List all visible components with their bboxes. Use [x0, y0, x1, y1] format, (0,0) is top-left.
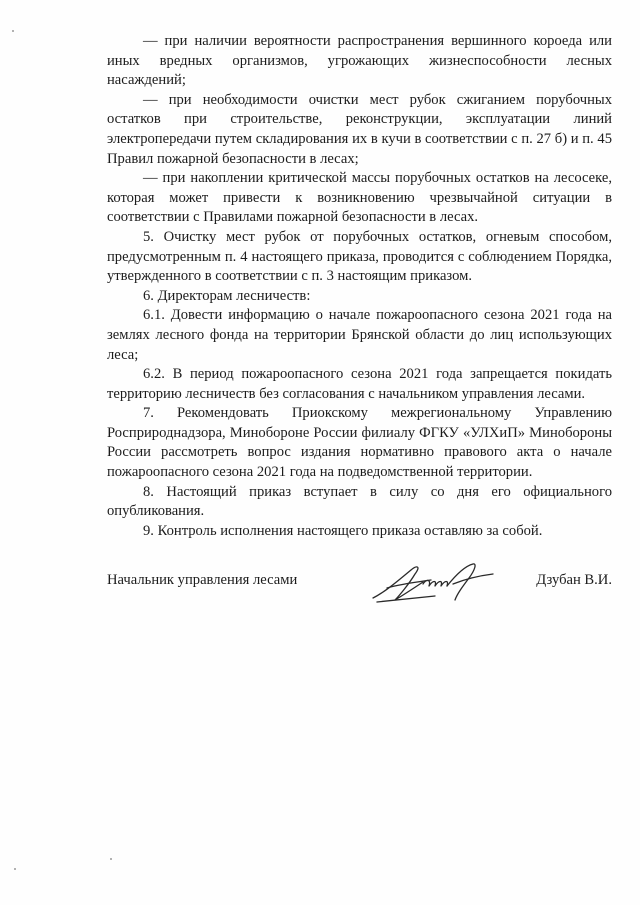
- paragraph-item-6-1: 6.1. Довести информацию о начале пожароопасного сезона 2021 года на землях лесного фонда на территории Брянской области до лиц использующих леса;: [107, 307, 612, 363]
- paragraph-bark-beetle: — при наличии вероятности распространения вершинного короеда или иных вредных организмов, угрожающих жизнеспособности лесных насаждений;: [107, 33, 612, 89]
- paragraph-critical-mass: — при накоплении критической массы порубочных остатков на лесосеке, которая может привести к возникновению чрезвычайной ситуации в соответствии с Правилами пожарной безопасности в лесах.: [107, 170, 612, 226]
- scan-speck: [12, 30, 14, 32]
- paragraph-item-6: 6. Директорам лесничеств:: [143, 287, 311, 304]
- paragraph-item-5: 5. Очистку мест рубок от порубочных остатков, огневым способом, предусмотренным п. 4 настоящего приказа, проводится с соблюдением Порядка, утвержденного в соответствии с п. 3 настоящим приказом.: [107, 228, 612, 285]
- paragraph-power-lines: — при необходимости очистки мест рубок сжиганием порубочных остатков при строительстве, реконструкции, эксплуатации линий электропередачи путем складирования их в кучи в соответствии с п. 27 б) и п. 45 Правил пожарной безопасности в лесах;: [107, 91, 612, 167]
- paragraph-item-8: 8. Настоящий приказ вступает в силу со дня его официального опубликования.: [107, 483, 612, 520]
- scan-speck: [14, 868, 16, 870]
- paragraph-item-6-2: 6.2. В период пожароопасного сезона 2021 года запрещается покидать территорию лесничеств без согласования с начальником управления лесами.: [107, 366, 612, 402]
- document-body: [107, 32, 612, 541]
- signatory-position: Начальник управления лесами: [107, 572, 298, 588]
- paragraph-item-7: 7. Рекомендовать Приокскому межрегиональному Управлению Росприроднадзора, Минобороне России филиалу ФГКУ «УЛХиП» Минобороны России рассмотреть вопрос издания нормативно правового акта о начале пожароопасного сезона 2021 года на подведомственной территории.: [107, 405, 612, 481]
- handwritten-signature: [365, 558, 505, 606]
- signatory-name: Дзубан В.И.: [536, 572, 612, 588]
- scan-speck: [110, 858, 112, 860]
- paragraph-item-9: 9. Контроль исполнения настоящего приказа оставляю за собой.: [143, 522, 543, 539]
- signature-block: [107, 572, 612, 612]
